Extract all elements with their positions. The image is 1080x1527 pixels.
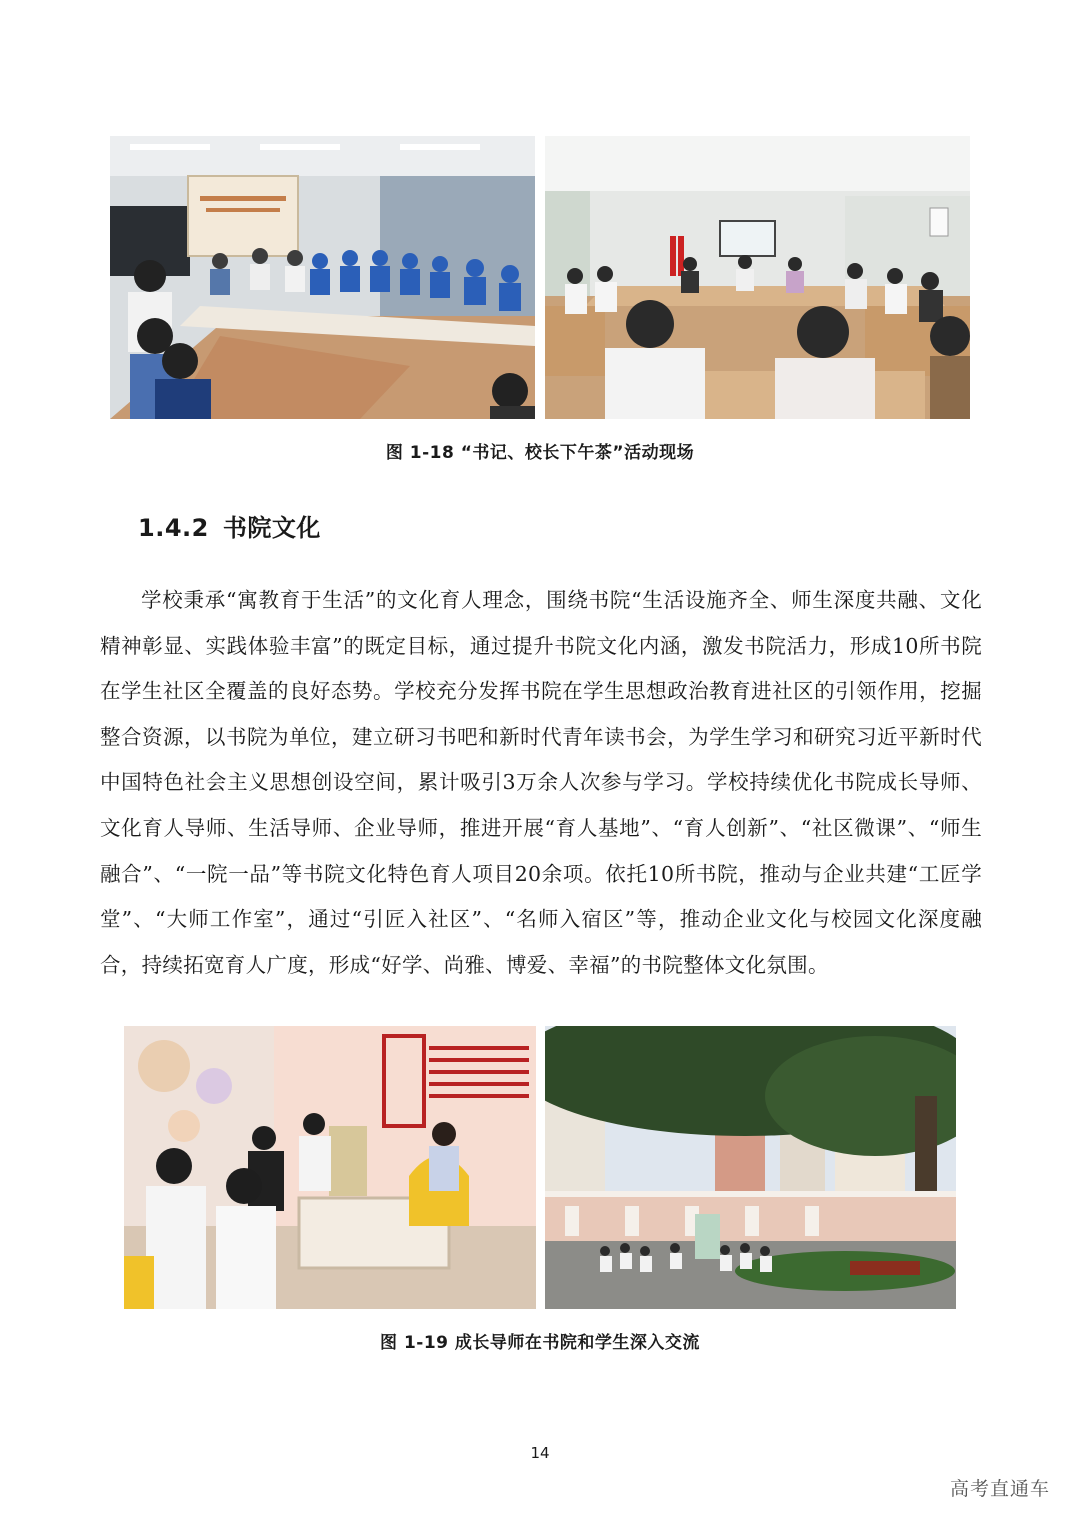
photo-meeting-room-right [545,136,970,419]
photo-meeting-room-left [110,136,535,419]
study-room-photo-illustration [124,1026,536,1309]
figure-caption-1-19: 图 1-19 成长导师在书院和学生深入交流 [380,1333,700,1353]
figure-caption-1-18: 图 1-18 “书记、校长下午茶”活动现场 [385,443,695,463]
meeting-photo-illustration [110,136,535,419]
section-title: 书院文化 [222,514,321,542]
meeting-photo-illustration [545,136,970,419]
photo-bookstudy-room [124,1026,536,1309]
watermark-text: 高考直通车 [949,1478,1050,1500]
courtyard-photo-illustration [545,1026,956,1309]
section-number: 1.4.2 [138,514,209,542]
photo-courtyard-tree [545,1026,956,1309]
page-number: 14 [530,1444,550,1462]
section-paragraph: 学校秉承“寓教育于生活”的文化育人理念，围绕书院“生活设施齐全、师生深度共融、文化精神彰显、实践体验丰富”的既定目标，通过提升书院文化内涵，激发书院活力，形成10所书院在学生社区全覆盖的良好态势。学校充分发挥书院在学生思想政治教育进社区的引领作用，挖掘整合资源，以书院为单位，建立研习书吧和新时代青年读书会，为学生学习和研究习近平新时代中国特色社会主义思想创设空间，累计吸引3万余人次参与学习。学校持续优化书院成长导师、文化育人导师、生活导师、企业导师，推进开展“育人基地”、“育人创新”、“社区微课”、“师生融合”、“一院一品”等书院文化特色育人项目20余项。依托10所书院，推动与企业共建“工匠学堂”、“大师工作室”，通过“引匠入社区”、“名师入宿区”等，推动企业文化与校园文化深度融合，持续拓宽育人广度，形成“好学、尚雅、博爱、幸福”的书院整体文化氛围。 [100,588,982,977]
section-heading [138,508,321,543]
